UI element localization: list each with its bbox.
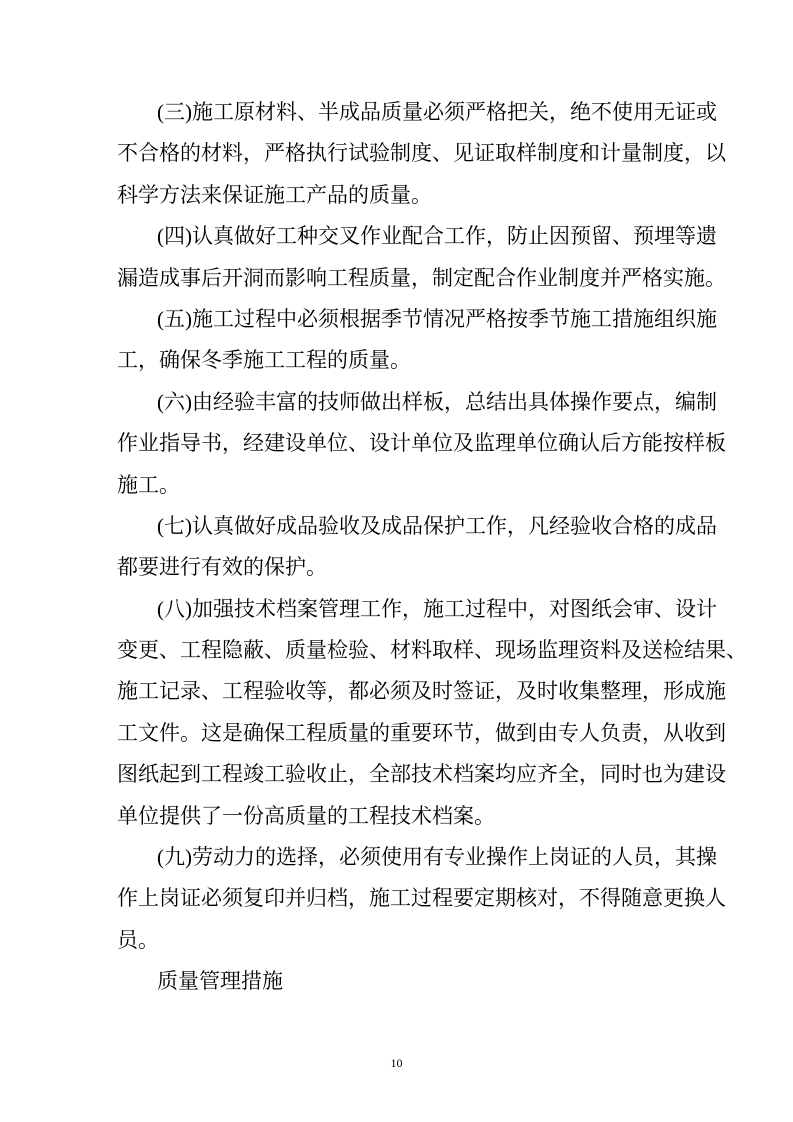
text-line: 作业指导书，经建设单位、设计单位及监理单位确认后方能按样板 bbox=[117, 431, 726, 456]
text-line: 施工。 bbox=[117, 472, 180, 497]
text-line: 作上岗证必须复印并归档，施工过程要定期核对，不得随意更换人 bbox=[117, 886, 726, 911]
text-line: 变更、工程隐蔽、质量检验、材料取样、现场监理资料及送检结果、 bbox=[117, 638, 747, 663]
document-body bbox=[117, 92, 747, 1003]
text-line: 工，确保冬季施工工程的质量。 bbox=[117, 348, 411, 373]
text-line: 图纸起到工程竣工验收止，全部技术档案均应齐全，同时也为建设 bbox=[117, 762, 726, 787]
text-line: (五)施工过程中必须根据季节情况严格按季节施工措施组织施 bbox=[157, 306, 717, 331]
text-line: (六)由经验丰富的技师做出样板，总结出具体操作要点，编制 bbox=[157, 389, 717, 414]
text-line: (八)加强技术档案管理工作，施工过程中，对图纸会审、设计 bbox=[157, 596, 717, 621]
text-line: 施工记录、工程验收等，都必须及时签证，及时收集整理，形成施 bbox=[117, 679, 726, 704]
page-number: 10 bbox=[390, 1056, 403, 1070]
text-line: 质量管理措施 bbox=[157, 969, 283, 994]
text-line: 不合格的材料，严格执行试验制度、见证取样制度和计量制度，以 bbox=[117, 141, 726, 166]
text-line: (四)认真做好工种交叉作业配合工作，防止因预留、预埋等遗 bbox=[157, 224, 717, 249]
text-line: 员。 bbox=[117, 927, 159, 952]
text-line: (九)劳动力的选择，必须使用有专业操作上岗证的人员，其操 bbox=[157, 845, 717, 870]
text-line: 漏造成事后开洞而影响工程质量，制定配合作业制度并严格实施。 bbox=[117, 265, 726, 290]
text-line: (三)施工原材料、半成品质量必须严格把关，绝不使用无证或 bbox=[157, 100, 717, 124]
text-line: (七)认真做好成品验收及成品保护工作，凡经验收合格的成品 bbox=[157, 513, 717, 538]
text-line: 都要进行有效的保护。 bbox=[117, 555, 327, 580]
text-line: 单位提供了一份高质量的工程技术档案。 bbox=[117, 803, 495, 828]
text-line: 科学方法来保证施工产品的质量。 bbox=[117, 182, 432, 207]
text-line: 工文件。这是确保工程质量的重要环节，做到由专人负责，从收到 bbox=[117, 720, 726, 745]
